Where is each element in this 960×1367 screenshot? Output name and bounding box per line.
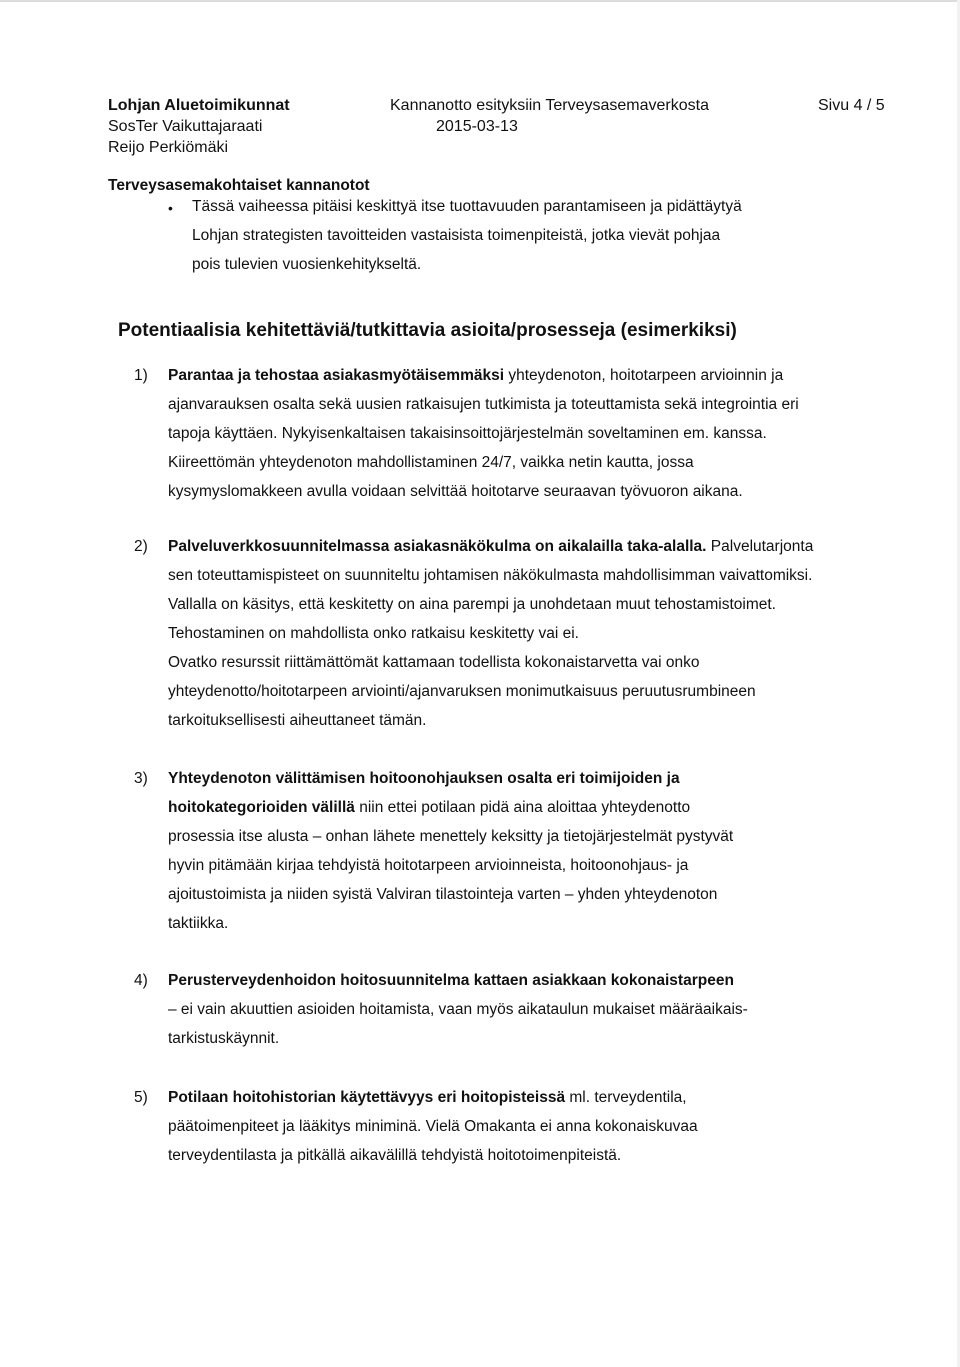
item-3-line-2-rest: niin ettei potilaan pidä aina aloittaa yhteydenotto: [354, 799, 691, 816]
item-2-line-3: Vallalla on käsitys, että keskitetty on aina parempi ja unohdetaan muut tehostamistoimet.: [168, 596, 776, 613]
item-3-line-3: prosessia itse alusta – onhan lähete menettely keksitty ja tietojärjestelmät pystyvät: [168, 828, 734, 845]
item-5-number: 5): [134, 1089, 148, 1106]
item-1-line-4: Kiireettömän yhteydenoton mahdollistaminen 24/7, vaikka netin kautta, jossa: [168, 454, 694, 471]
item-3-line-6: taktiikka.: [168, 915, 229, 932]
item-5-bold: Potilaan hoitohistorian käytettävyys eri hoitopisteissä: [168, 1089, 566, 1106]
item-1-line-5: kysymyslomakkeen avulla voidaan selvittää hoitotarve seuraavan työvuoron aikana.: [168, 483, 743, 500]
item-2-line-1-rest: Palvelutarjonta: [706, 538, 814, 555]
bullet-line-1: Tässä vaiheessa pitäisi keskittyä itse tuottavuuden parantamiseen ja pidättäytyä: [192, 198, 742, 215]
item-2-line-6: yhteydenotto/hoitotarpeen arviointi/ajanvaruksen monimutkaisuus peruutusrumbineen: [168, 683, 756, 700]
header-doc-title: Kannanotto esityksiin Terveysasemaverkosta: [390, 97, 709, 114]
bullet-icon: •: [168, 200, 173, 216]
item-1-line-2: ajanvarauksen osalta sekä uusien ratkaisujen tutkimista ja toteuttamista sekä integrointia eri: [168, 396, 799, 413]
item-4-line-2: – ei vain akuuttien asioiden hoitamista, vaan myös aikataulun mukaiset määräaikais-: [168, 1001, 748, 1018]
item-2-line-1: [168, 538, 813, 556]
item-2-line-7: tarkoituksellisesti aiheuttaneet tämän.: [168, 712, 427, 729]
item-2-number: 2): [134, 538, 148, 555]
page-number: Sivu 4 / 5: [818, 97, 885, 114]
item-3-line-1: Yhteydenoton välittämisen hoitoonohjauksen osalta eri toimijoiden ja: [168, 770, 680, 787]
item-3-line-5: ajoitustoimista ja niiden syistä Valviran tilastointeja varten – yhden yhteydenoton: [168, 886, 718, 903]
item-4-line-3: tarkistuskäynnit.: [168, 1030, 280, 1047]
item-1-line-3: tapoja käyttäen. Nykyisenkaltaisen takaisinsoittojärjestelmän soveltaminen em. kanssa.: [168, 425, 767, 442]
bullet-line-3: pois tulevien vuosienkehitykseltä.: [192, 256, 422, 273]
item-2-line-5: Ovatko resurssit riittämättömät kattamaan todellista kokonaistarvetta vai onko: [168, 654, 700, 671]
item-3-bold: hoitokategorioiden välillä: [168, 799, 355, 816]
header-org: Lohjan Aluetoimikunnat: [108, 97, 290, 114]
scan-top-edge: [0, 0, 960, 2]
item-3-number: 3): [134, 770, 148, 787]
item-1-line-1: [168, 367, 783, 385]
item-1-number: 1): [134, 367, 148, 384]
item-3-line-2: [168, 799, 690, 817]
header-dept: SosTer Vaikuttajaraati: [108, 118, 263, 135]
item-5-line-1-rest: ml. terveydentila,: [565, 1089, 687, 1106]
item-2-line-4: Tehostaminen on mahdollista onko ratkaisu keskitetty vai ei.: [168, 625, 579, 642]
bullet-line-2: Lohjan strategisten tavoitteiden vastaisista toimenpiteistä, jotka vievät pohjaa: [192, 227, 721, 244]
item-5-line-1: [168, 1089, 687, 1107]
item-2-bold: Palveluverkkosuunnitelmassa asiakasnäkökulma on aikalailla taka-alalla.: [168, 538, 707, 555]
item-5-line-2: päätoimenpiteet ja lääkitys miniminä. Vielä Omakanta ei anna kokonaiskuvaa: [168, 1118, 698, 1135]
item-2-line-2: sen toteuttamispisteet on suunniteltu johtamisen näkökulmasta mahdollisimman vaivattomiksi.: [168, 567, 813, 584]
section-title: Potentiaalisia kehitettäviä/tutkittavia asioita/prosesseja (esimerkiksi): [118, 320, 737, 341]
item-1-bold: Parantaa ja tehostaa asiakasmyötäisemmäksi: [168, 367, 505, 384]
header-date: 2015-03-13: [436, 118, 518, 135]
item-5-line-3: terveydentilasta ja pitkällä aikavälillä tehdyistä hoitotoimenpiteistä.: [168, 1147, 622, 1164]
item-4-number: 4): [134, 972, 148, 989]
header-author: Reijo Perkiömäki: [108, 139, 229, 156]
item-3-line-4: hyvin pitämään kirjaa tehdyistä hoitotarpeen arvioinneista, hoitoonohjaus- ja: [168, 857, 689, 874]
item-1-line-1-rest: yhteydenoton, hoitotarpeen arvioinnin ja: [504, 367, 784, 384]
item-4-line-1: Perusterveydenhoidon hoitosuunnitelma kattaen asiakkaan kokonaistarpeen: [168, 972, 734, 989]
station-title: Terveysasemakohtaiset kannanotot: [108, 177, 370, 194]
